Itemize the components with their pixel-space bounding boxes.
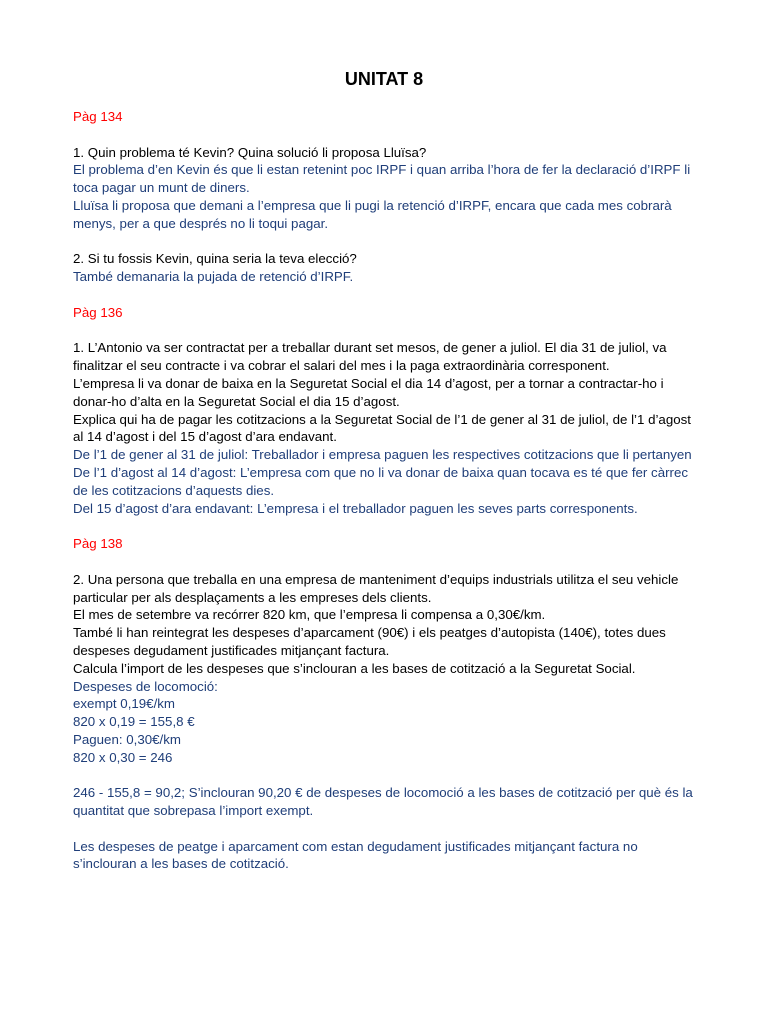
page-title: UNITAT 8 [344,69,424,89]
answer-text: 246 - 155,8 = 90,2; S’inclouran 90,20 € de despeses de locomoció a les bases de cotització per què és la quantitat que sobrepasa l’import exempt. [73,785,693,819]
page-reference-136: Pàg 136 [73,304,123,320]
question-text: 1. L’Antonio va ser contractat per a treballar durant set mesos, de gener a juliol. El dia 31 de juliol, va finalitzar el seu contracte i va cobrar el salari del mes i la paga extraordinària corresponent. [73,340,667,374]
answer-text: De l’1 de gener al 31 de juliol: Treballador i empresa paguen les respectives cotitzacions que li pertanyen [73,447,692,463]
question-text: També li han reintegrat les despeses d’aparcament (90€) i els peatges d’autopista (140€), totes dues despeses degudament justificades mitjançant factura. [73,625,666,658]
page-reference-134: Pàg 134 [73,109,123,124]
answer-text: Lluïsa li proposa que demani a l’empresa que li pugi la retenció d’IRPF, encara que cada mes cobrarà menys, per a que després no li toqui pagar. [73,197,672,231]
answer-text: exempt 0,19€/km [73,696,175,712]
page-reference-138: Pàg 138 [73,536,123,552]
answer-text: Les despeses de peatge i aparcament com estan degudament justificades mitjançant factura no s’inclouran a les bases de cotització. [73,838,638,872]
question-text: Explica qui ha de pagar les cotitzacions a la Seguretat Social de l’1 de gener al 31 de juliol, de l’1 d’agost al 14 d’agost i del 15 d’agost d’ara endavant. [73,411,691,445]
answer-text: També demanaria la pujada de retenció d’IRPF. [73,269,354,285]
question-text: Calcula l’import de les despeses que s’inclouran a les bases de cotització a la Seguretat Social. [73,660,636,676]
answer-text: Despeses de locomoció: [73,678,218,694]
answer-text: 820 x 0,30 = 246 [73,749,173,765]
answer-text: 820 x 0,19 = 155,8 € [73,714,195,730]
answer-text: De l’1 d’agost al 14 d’agost: L’empresa com que no li va donar de baixa quan tocava es té que fer càrrec de les cotitzacions d’aquests dies. [73,464,688,498]
question-text: L’empresa li va donar de baixa en la Seguretat Social el dia 14 d’agost, per a tornar a contractar-ho i donar-ho d’alta en la Seguretat Social el dia 15 d’agost. [73,375,664,409]
question-text: 2. Si tu fossis Kevin, quina seria la teva elecció? [73,251,357,267]
answer-text: Paguen: 0,30€/km [73,731,181,747]
question-text: 1. Quin problema té Kevin? Quina solució li proposa Lluïsa? [73,144,427,160]
document-body [73,108,698,873]
question-text: 2. Una persona que treballa en una empresa de manteniment d’equips industrials utilitza el seu vehicle particular per als desplaçaments a les empreses dels clients. [73,571,679,605]
answer-text: El problema d’en Kevin és que li estan retenint poc IRPF i quan arriba l’hora de fer la declaració d’IRPF li toca pagar un munt de diners. [73,162,691,196]
question-text: El mes de setembre va recórrer 820 km, que l’empresa li compensa a 0,30€/km. [73,607,546,623]
answer-text: Del 15 d’agost d’ara endavant: L’empresa i el treballador paguen les seves parts corresponents. [73,500,638,516]
